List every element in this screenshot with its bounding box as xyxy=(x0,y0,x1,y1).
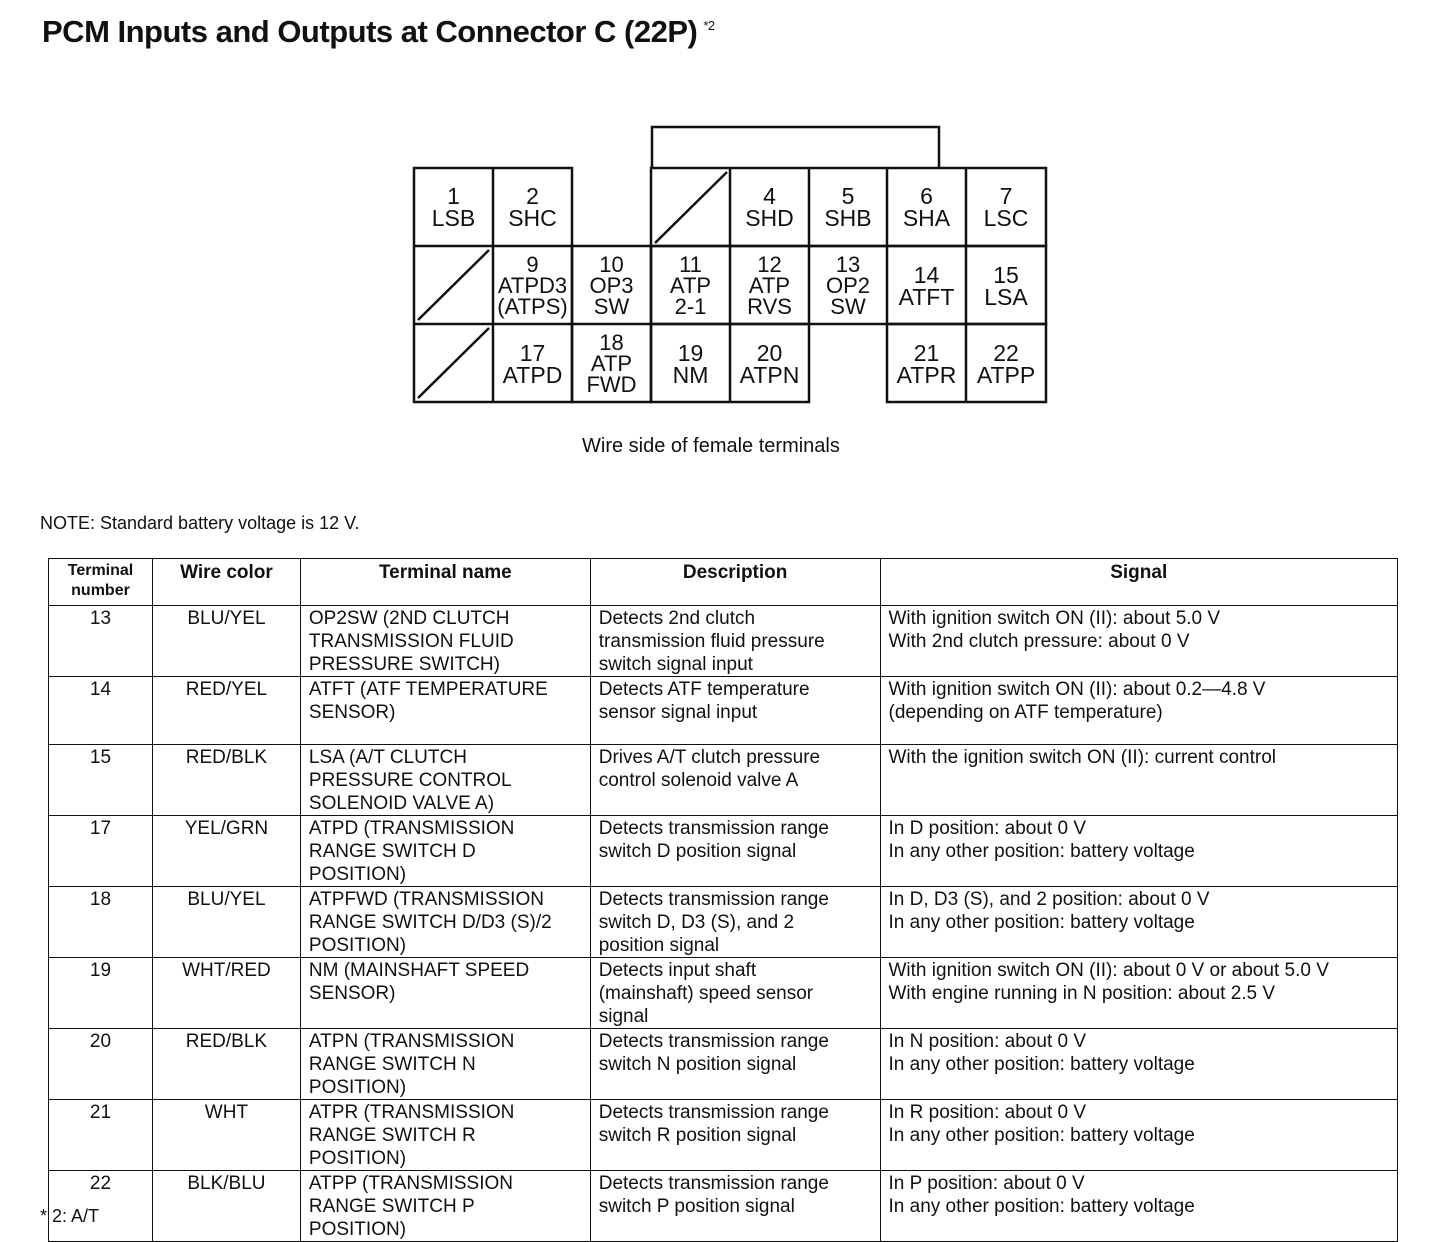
terminal-11 xyxy=(651,247,730,324)
terminal-label: OP3 SW xyxy=(589,273,634,319)
title-footnote-marker: *2 xyxy=(703,18,715,33)
terminal-name-cell: ATPN (TRANSMISSION RANGE SWITCH N POSITION) xyxy=(300,1029,590,1100)
col-header-terminal-name: Terminal name xyxy=(300,559,590,606)
table-row xyxy=(49,745,1398,816)
description-cell: Detects ATF temperature sensor signal input xyxy=(590,677,880,745)
terminal-number-cell: 17 xyxy=(49,816,153,887)
terminal-number: 11 xyxy=(679,252,702,277)
table-row xyxy=(49,1100,1398,1171)
terminal-number-cell: 13 xyxy=(49,606,153,677)
terminal-number-cell: 19 xyxy=(49,958,153,1029)
terminal-number-cell: 21 xyxy=(49,1100,153,1171)
description-cell: Detects 2nd clutch transmission fluid pressure switch signal input xyxy=(590,606,880,677)
terminal-13 xyxy=(809,247,887,324)
wire-color-cell: WHT xyxy=(152,1100,300,1171)
terminal-number-cell: 22 xyxy=(49,1171,153,1242)
terminal-label: ATP RVS xyxy=(747,273,792,319)
terminal-15 xyxy=(966,247,1046,324)
terminal-name-cell: LSA (A/T CLUTCH PRESSURE CONTROL SOLENOID VALVE A) xyxy=(300,745,590,816)
terminal-14 xyxy=(887,247,966,324)
terminal-name-cell: ATFT (ATF TEMPERATURE SENSOR) xyxy=(300,677,590,745)
terminal-number: 12 xyxy=(757,252,782,277)
terminal-label: ATPP xyxy=(976,361,1036,388)
table-row xyxy=(49,887,1398,958)
description-cell: Detects transmission range switch N position signal xyxy=(590,1029,880,1100)
terminal-number-cell: 18 xyxy=(49,887,153,958)
table-row xyxy=(49,958,1398,1029)
terminal-19 xyxy=(651,325,730,402)
terminal-number: 6 xyxy=(920,183,933,209)
terminal-number: 18 xyxy=(599,330,624,355)
col-header-description: Description xyxy=(590,559,880,606)
terminal-label: SHB xyxy=(824,205,872,231)
terminal-label: ATP 2-1 xyxy=(669,273,712,319)
terminal-21 xyxy=(887,325,966,402)
signal-cell: In R position: about 0 V In any other position: battery voltage xyxy=(880,1100,1398,1171)
table-row xyxy=(49,1029,1398,1100)
signal-cell: In N position: about 0 V In any other position: battery voltage xyxy=(880,1029,1398,1100)
signal-cell: In P position: about 0 V In any other position: battery voltage xyxy=(880,1171,1398,1242)
description-cell: Detects transmission range switch R position signal xyxy=(590,1100,880,1171)
terminal-number: 7 xyxy=(999,183,1013,209)
terminal-number-cell: 15 xyxy=(49,745,153,816)
terminal-number: 10 xyxy=(599,252,624,277)
terminal-number: 21 xyxy=(913,339,940,366)
terminal-1 xyxy=(414,168,493,246)
terminal-number: 22 xyxy=(993,339,1019,366)
signal-cell: In D position: about 0 V In any other position: battery voltage xyxy=(880,816,1398,887)
wire-color-cell: RED/BLK xyxy=(152,745,300,816)
wire-color-cell: BLK/BLU xyxy=(152,1171,300,1242)
terminal-name-cell: ATPP (TRANSMISSION RANGE SWITCH P POSITION) xyxy=(300,1171,590,1242)
terminal-number: 2 xyxy=(526,183,539,209)
description-cell: Detects transmission range switch D position signal xyxy=(590,816,880,887)
terminal-name-cell: ATPD (TRANSMISSION RANGE SWITCH D POSITION) xyxy=(300,816,590,887)
description-cell: Detects transmission range switch P position signal xyxy=(590,1171,880,1242)
terminal-number: 1 xyxy=(447,183,460,209)
battery-note: NOTE: Standard battery voltage is 12 V. xyxy=(40,513,360,533)
terminal-20 xyxy=(730,325,809,402)
terminal-label: NM xyxy=(672,361,709,388)
terminal-label: LSC xyxy=(983,205,1029,231)
terminal-label: ATPD xyxy=(502,361,563,388)
terminal-number-cell: 20 xyxy=(49,1029,153,1100)
blank-slot-16-diagonal xyxy=(418,328,489,398)
terminal-label: LSB xyxy=(431,205,476,231)
blank-slot-3-diagonal xyxy=(655,172,727,243)
terminal-18 xyxy=(572,325,651,402)
col-header-terminal-number: Terminal number xyxy=(49,559,153,606)
terminal-name-cell: ATPR (TRANSMISSION RANGE SWITCH R POSITION) xyxy=(300,1100,590,1171)
terminal-label: LSA xyxy=(984,283,1028,310)
wire-color-cell: YEL/GRN xyxy=(152,816,300,887)
table-row xyxy=(49,1171,1398,1242)
col-header-signal: Signal xyxy=(880,559,1398,606)
terminal-7 xyxy=(966,168,1046,246)
terminal-number: 5 xyxy=(841,183,855,209)
terminal-label: SHC xyxy=(508,205,557,231)
terminal-name-cell: OP2SW (2ND CLUTCH TRANSMISSION FLUID PRESSURE SWITCH) xyxy=(300,606,590,677)
terminal-number: 13 xyxy=(835,252,861,277)
terminal-22 xyxy=(966,325,1046,402)
terminal-number: 19 xyxy=(677,339,704,366)
terminal-number-cell: 14 xyxy=(49,677,153,745)
wire-color-cell: WHT/RED xyxy=(152,958,300,1029)
signal-cell: In D, D3 (S), and 2 position: about 0 V In any other position: battery voltage xyxy=(880,887,1398,958)
terminal-number: 20 xyxy=(756,339,783,366)
terminal-number: 9 xyxy=(526,252,539,277)
terminal-12 xyxy=(730,247,809,324)
table-row xyxy=(49,606,1398,677)
terminal-name-cell: NM (MAINSHAFT SPEED SENSOR) xyxy=(300,958,590,1029)
terminal-number: 14 xyxy=(913,261,940,288)
table-row xyxy=(49,677,1398,745)
terminal-number: 4 xyxy=(763,183,776,209)
signal-cell: With ignition switch ON (II): about 5.0 V With 2nd clutch pressure: about 0 V xyxy=(880,606,1398,677)
wire-color-cell: BLU/YEL xyxy=(152,887,300,958)
description-cell: Detects input shaft (mainshaft) speed sensor signal xyxy=(590,958,880,1029)
signal-cell: With ignition switch ON (II): about 0.2—4.8 V (depending on ATF temperature) xyxy=(880,677,1398,745)
footnote: * 2: A/T xyxy=(40,1206,100,1226)
signal-cell: With ignition switch ON (II): about 0 V or about 5.0 V With engine running in N position: about 2.5 V xyxy=(880,958,1398,1029)
wire-color-cell: RED/BLK xyxy=(152,1029,300,1100)
wire-color-cell: BLU/YEL xyxy=(152,606,300,677)
terminal-17 xyxy=(493,325,572,402)
terminal-number: 15 xyxy=(993,261,1019,288)
connector-diagram xyxy=(0,0,1456,420)
terminal-5 xyxy=(809,168,887,246)
terminal-10 xyxy=(572,247,651,324)
title-text: PCM Inputs and Outputs at Connector C (22P) xyxy=(42,14,698,49)
terminal-4 xyxy=(730,168,809,246)
table-row xyxy=(49,816,1398,887)
terminal-label: SHA xyxy=(902,205,951,231)
terminal-2 xyxy=(493,168,572,246)
terminal-label: ATFT xyxy=(898,283,955,310)
terminal-label: OP2 SW xyxy=(825,273,871,319)
terminal-name-cell: ATPFWD (TRANSMISSION RANGE SWITCH D/D3 (S)/2 POSITION) xyxy=(300,887,590,958)
terminal-label: ATP FWD xyxy=(586,351,637,397)
terminal-label: ATPD3 (ATPS) xyxy=(497,273,568,319)
terminal-spec-table xyxy=(48,558,1398,1242)
signal-cell: With the ignition switch ON (II): current control xyxy=(880,745,1398,816)
terminal-label: SHD xyxy=(745,205,794,231)
wire-color-cell: RED/YEL xyxy=(152,677,300,745)
description-cell: Drives A/T clutch pressure control solenoid valve A xyxy=(590,745,880,816)
diagram-caption: Wire side of female terminals xyxy=(582,435,840,457)
terminal-6 xyxy=(887,168,966,246)
description-cell: Detects transmission range switch D, D3 (S), and 2 position signal xyxy=(590,887,880,958)
col-header-wire-color: Wire color xyxy=(152,559,300,606)
terminal-number: 17 xyxy=(519,339,546,366)
table-header-row xyxy=(49,559,1398,606)
blank-slot-8-diagonal xyxy=(418,250,489,320)
terminal-label: ATPN xyxy=(739,361,800,388)
terminal-label: ATPR xyxy=(896,361,957,388)
terminal-9 xyxy=(493,247,572,324)
